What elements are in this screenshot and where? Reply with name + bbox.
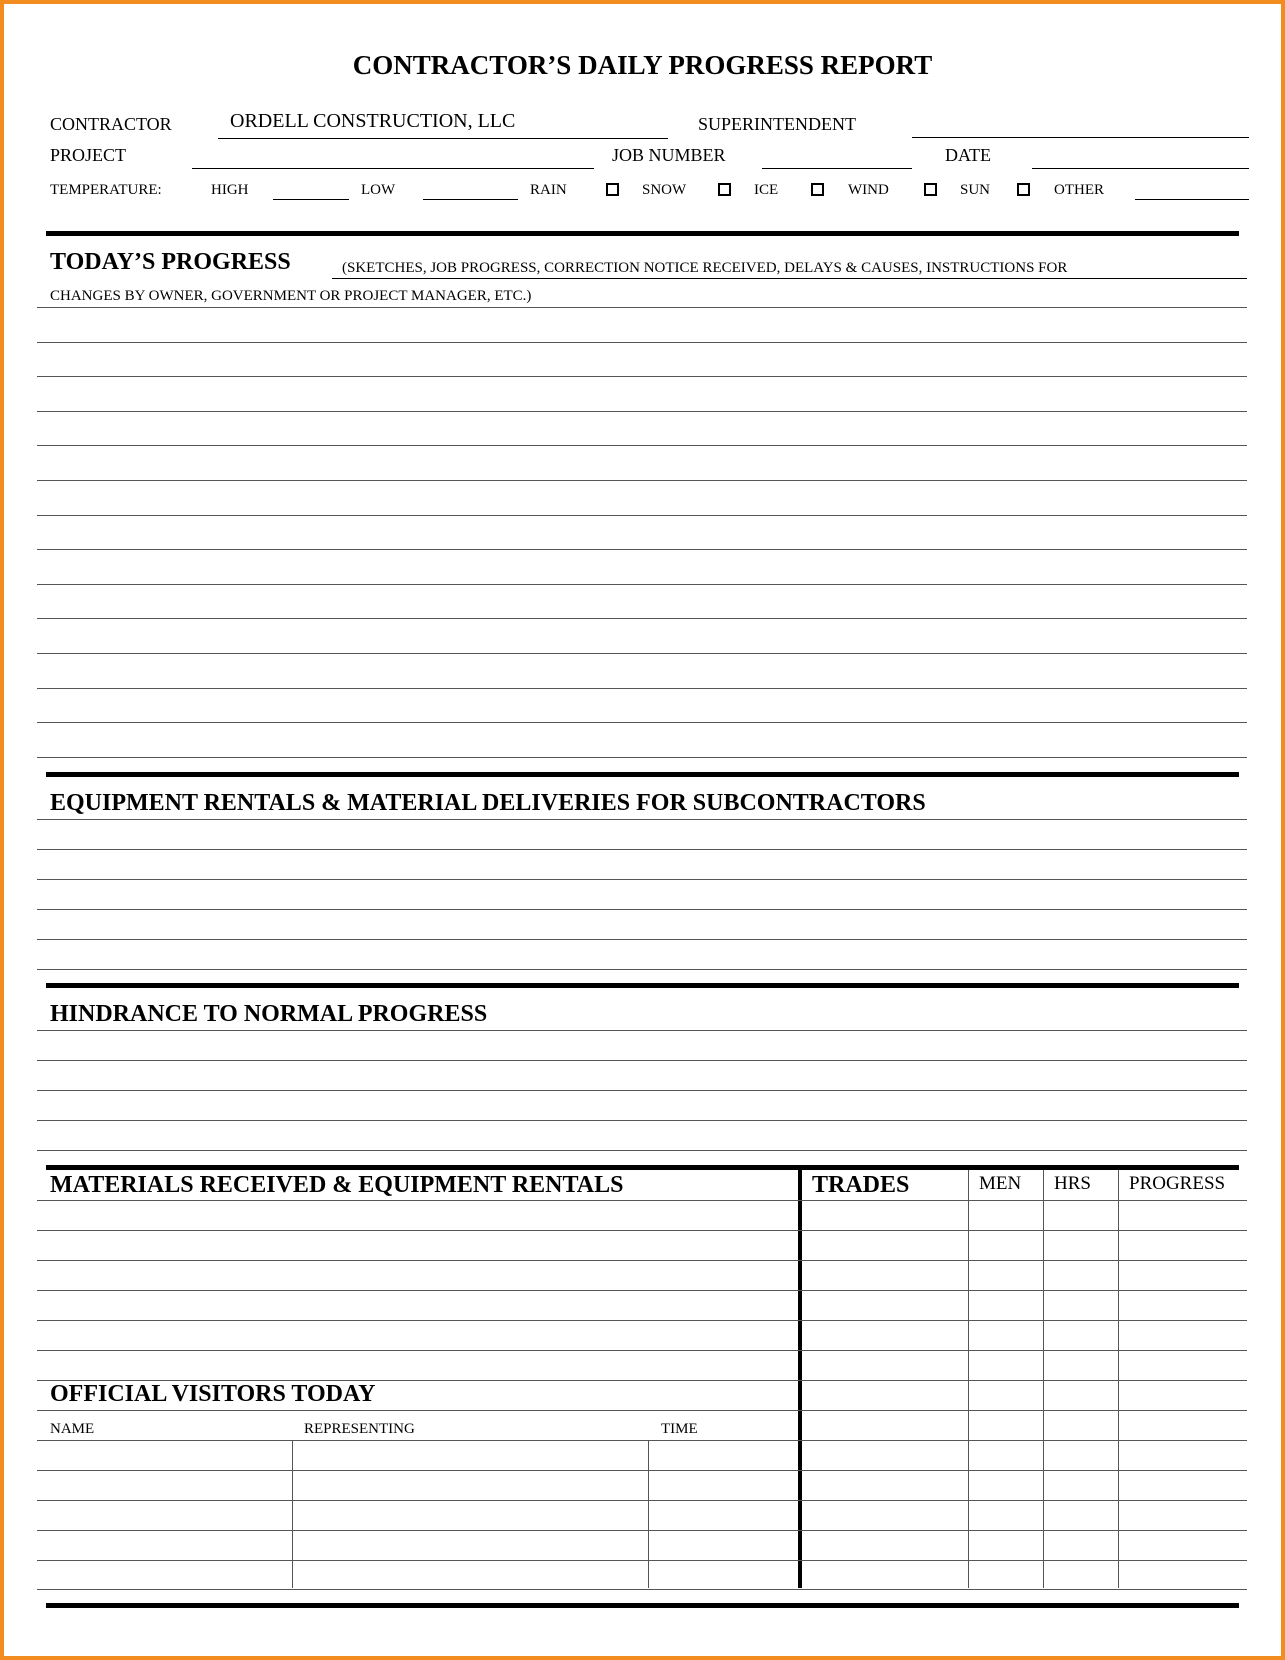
visitor-name-header: NAME (50, 1421, 95, 1437)
progress-writing-line[interactable] (37, 411, 1247, 412)
equipment-writing-line[interactable] (37, 849, 1247, 850)
contractor-label: CONTRACTOR (50, 114, 172, 134)
equipment-writing-line[interactable] (37, 879, 1247, 880)
equipment-writing-line[interactable] (37, 969, 1247, 970)
sun-checkbox[interactable] (1017, 183, 1030, 196)
job-number-label: JOB NUMBER (612, 145, 726, 165)
rain-label: RAIN (530, 182, 567, 198)
high-label: HIGH (211, 182, 249, 198)
section-divider (46, 231, 1239, 236)
superintendent-label: SUPERINTENDENT (698, 114, 856, 134)
section-divider (46, 1603, 1239, 1608)
form-writing-line[interactable] (37, 1380, 1247, 1381)
snow-checkbox[interactable] (718, 183, 731, 196)
hindrance-heading: HINDRANCE TO NORMAL PROGRESS (50, 1001, 488, 1027)
progress-note-line2: CHANGES BY OWNER, GOVERNMENT OR PROJECT MANAGER, ETC.) (50, 288, 532, 304)
trades-heading: TRADES (812, 1172, 910, 1198)
high-temp-field[interactable] (273, 199, 349, 200)
form-writing-line[interactable] (37, 1440, 1247, 1441)
progress-writing-line[interactable] (37, 757, 1247, 758)
form-writing-line[interactable] (37, 1530, 1247, 1531)
form-writing-line[interactable] (37, 1560, 1247, 1561)
progress-note-underline (332, 278, 1247, 279)
visitor-name-divider (292, 1440, 293, 1588)
low-label: LOW (361, 182, 396, 198)
progress-writing-line[interactable] (37, 515, 1247, 516)
hrs-column-divider (1043, 1170, 1044, 1588)
low-temp-field[interactable] (423, 199, 518, 200)
progress-writing-line[interactable] (37, 653, 1247, 654)
form-writing-line[interactable] (37, 1350, 1247, 1351)
contractor-field[interactable] (218, 110, 668, 139)
date-field[interactable] (1032, 142, 1249, 169)
hindrance-writing-line[interactable] (37, 1090, 1247, 1091)
project-field[interactable] (192, 142, 594, 169)
progress-column-divider (1118, 1170, 1119, 1588)
men-column-divider (968, 1170, 969, 1588)
progress-note-line1: (SKETCHES, JOB PROGRESS, CORRECTION NOTICE RECEIVED, DELAYS & CAUSES, INSTRUCTIONS FOR (342, 260, 1068, 276)
progress-heading: TODAY’S PROGRESS (50, 249, 291, 275)
equipment-writing-line[interactable] (37, 909, 1247, 910)
contractor-value: ORDELL CONSTRUCTION, LLC (230, 110, 516, 132)
equipment-writing-line[interactable] (37, 819, 1247, 820)
progress-writing-line[interactable] (37, 722, 1247, 723)
progress-writing-line[interactable] (37, 688, 1247, 689)
form-writing-line[interactable] (37, 1230, 1247, 1231)
progress-column-header: PROGRESS (1129, 1173, 1226, 1194)
hindrance-writing-line[interactable] (37, 1150, 1247, 1151)
visitor-time-header: TIME (661, 1421, 698, 1437)
wind-label: WIND (848, 182, 889, 198)
progress-writing-line[interactable] (37, 618, 1247, 619)
equipment-writing-line[interactable] (37, 939, 1247, 940)
progress-writing-line[interactable] (37, 445, 1247, 446)
form-writing-line[interactable] (37, 1260, 1247, 1261)
temperature-label: TEMPERATURE: (50, 182, 162, 198)
visitors-heading: OFFICIAL VISITORS TODAY (50, 1381, 376, 1407)
progress-writing-line[interactable] (37, 307, 1247, 308)
wind-checkbox[interactable] (924, 183, 937, 196)
hrs-column-header: HRS (1054, 1173, 1091, 1194)
equipment-heading: EQUIPMENT RENTALS & MATERIAL DELIVERIES FOR SUBCONTRACTORS (50, 790, 926, 816)
form-writing-line[interactable] (37, 1200, 1247, 1201)
progress-writing-line[interactable] (37, 376, 1247, 377)
other-label: OTHER (1054, 182, 1104, 198)
form-writing-line[interactable] (37, 1589, 1247, 1590)
other-weather-field[interactable] (1135, 199, 1249, 200)
trades-divider (798, 1170, 802, 1588)
form-writing-line[interactable] (37, 1410, 1247, 1411)
project-label: PROJECT (50, 145, 127, 165)
ice-checkbox[interactable] (811, 183, 824, 196)
visitor-representing-header: REPRESENTING (304, 1421, 415, 1437)
form-writing-line[interactable] (37, 1470, 1247, 1471)
progress-writing-line[interactable] (37, 342, 1247, 343)
superintendent-field[interactable] (912, 110, 1249, 138)
rain-checkbox[interactable] (606, 183, 619, 196)
ice-label: ICE (754, 182, 779, 198)
form-writing-line[interactable] (37, 1290, 1247, 1291)
snow-label: SNOW (642, 182, 687, 198)
materials-heading: MATERIALS RECEIVED & EQUIPMENT RENTALS (50, 1172, 624, 1198)
section-divider (46, 1165, 1239, 1170)
form-writing-line[interactable] (37, 1320, 1247, 1321)
date-label: DATE (945, 145, 991, 165)
visitor-representing-divider (648, 1440, 649, 1588)
hindrance-writing-line[interactable] (37, 1060, 1247, 1061)
men-column-header: MEN (979, 1173, 1022, 1194)
hindrance-writing-line[interactable] (37, 1120, 1247, 1121)
form-writing-line[interactable] (37, 1500, 1247, 1501)
progress-writing-line[interactable] (37, 584, 1247, 585)
hindrance-writing-line[interactable] (37, 1030, 1247, 1031)
section-divider (46, 772, 1239, 777)
section-divider (46, 983, 1239, 988)
sun-label: SUN (960, 182, 991, 198)
job-number-field[interactable] (762, 142, 912, 169)
progress-writing-line[interactable] (37, 480, 1247, 481)
page-title: CONTRACTOR’S DAILY PROGRESS REPORT (352, 50, 933, 80)
progress-writing-line[interactable] (37, 549, 1247, 550)
